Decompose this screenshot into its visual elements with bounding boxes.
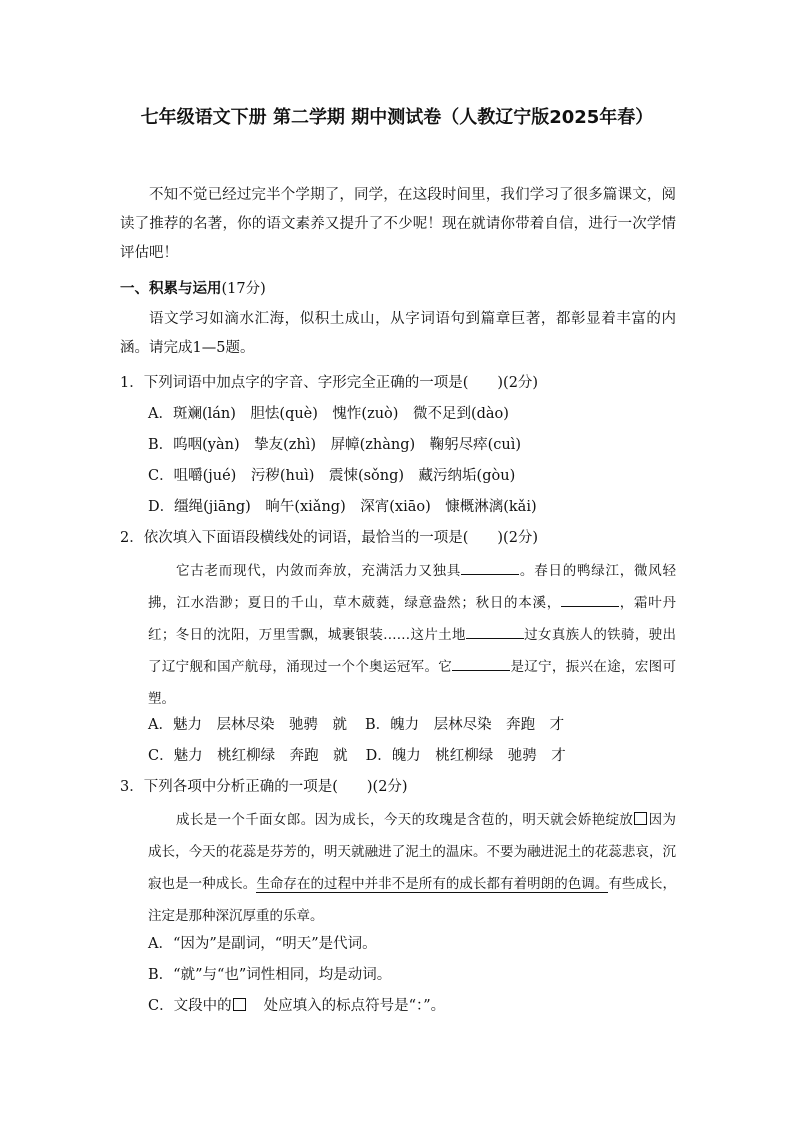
section1-title: 一、积累与运用 xyxy=(120,281,222,297)
q2-passage-s2: 。春日的鸭绿江，微风轻拂，江水浩渺；夏日的千山，草木葳蕤，绿意盎然；秋日的本溪， xyxy=(148,563,677,611)
q3-underlined-sentence: 生命存在的过程中并非不是所有的成长都有着明朗的色调。 xyxy=(256,876,609,892)
section1-score: (17分) xyxy=(221,281,266,297)
q2-option-c: C．魅力 桃红柳绿 奔跑 就 xyxy=(148,748,348,764)
blank-box-icon xyxy=(634,812,647,825)
q3-passage-p3: 有些成长，注定是那种深沉厚重的乐章。 xyxy=(148,876,677,924)
q3-option-c-part2: 处应填入的标点符号是“：”。 xyxy=(263,998,446,1014)
q2-blank-4 xyxy=(452,656,510,671)
q2-blank-3 xyxy=(466,624,524,639)
q2-options-row2 xyxy=(148,746,584,766)
q2-options-row1 xyxy=(148,715,582,735)
q3-option-a: A．“因为”是副词，“明天”是代词。 xyxy=(148,936,377,952)
q2-passage-s4: 过女真族人的铁骑，驶出了辽宁舰和国产航母，涌现过一个个奥运冠军。它 xyxy=(148,627,677,675)
q3-stem: 3．下列各项中分析正确的一项是( )(2分) xyxy=(120,779,408,795)
q2-option-d: D．魄力 桃红柳绿 驰骋 才 xyxy=(365,748,566,764)
q3-option-b: B．“就”与“也”词性相同，均是动词。 xyxy=(148,967,392,983)
q1-option-a: A．斑斓(lán) 胆怯(què) 愧怍(zuò) 微不足到(dào) xyxy=(148,406,509,422)
q1-option-c: C．咀嚼(jué) 污秽(huì) 震悚(sǒng) 藏污纳垢(gòu) xyxy=(148,468,516,484)
q3-option-c-part1: C．文段中的 xyxy=(148,998,232,1014)
section1-lead: 语文学习如滴水汇海，似积土成山，从字词语句到篇章巨著，都彰显着丰富的内涵。请完成1—5题。 xyxy=(120,311,676,356)
q1-option-b: B．呜咽(yàn) 挚友(zhì) 屏幛(zhàng) 鞠躬尽瘁(cuì) xyxy=(148,437,522,453)
q2-stem: 2．依次填入下面语段横线处的词语，最恰当的一项是( )(2分) xyxy=(120,530,539,546)
blank-box-icon xyxy=(233,998,246,1011)
q2-blank-2 xyxy=(561,592,619,607)
intro-paragraph: 不知不觉已经过完半个学期了，同学，在这段时间里，我们学习了很多篇课文，阅读了推荐的名著，你的语文素养又提升了不少呢！现在就请你带着自信，进行一次学情评估吧！ xyxy=(120,187,676,261)
q3-passage-p2: 因为成长，今天的花蕊是芬芳的，明天就融进了泥土的温床。不要为融进泥土的花蕊悲哀，沉寂也是一种成长。 xyxy=(148,812,677,892)
q2-passage xyxy=(148,555,676,715)
q2-blank-1 xyxy=(461,560,519,575)
q2-option-b: B．魄力 层林尽染 奔跑 才 xyxy=(364,717,565,733)
q2-passage-s3: ，霜叶丹红；冬日的沈阳，万里雪飘，城裹银装……这片土地 xyxy=(148,595,677,643)
q2-passage-s5: 是辽宁，振兴在途，宏图可塑。 xyxy=(148,659,677,707)
q3-passage xyxy=(148,804,676,932)
q2-passage-s1: 它古老而现代，内敛而奔放，充满活力又独具 xyxy=(176,563,462,579)
q3-passage-p1: 成长是一个千面女郎。因为成长，今天的玫瑰是含苞的，明天就会娇艳绽放 xyxy=(176,812,634,828)
q2-option-a: A．魅力 层林尽染 驰骋 就 xyxy=(148,717,347,733)
section1-heading xyxy=(120,279,266,299)
q1-stem: 1．下列词语中加点字的字音、字形完全正确的一项是( )(2分) xyxy=(120,375,539,391)
exam-title: 七年级语文下册 第二学期 期中测试卷（人教辽宁版2025年春） xyxy=(140,107,654,128)
q1-option-d: D．缰绳(jiāng) 晌午(xiǎng) 深宵(xiāo) 慷概淋漓(kǎi) xyxy=(148,499,537,515)
q3-option-c xyxy=(148,996,463,1016)
